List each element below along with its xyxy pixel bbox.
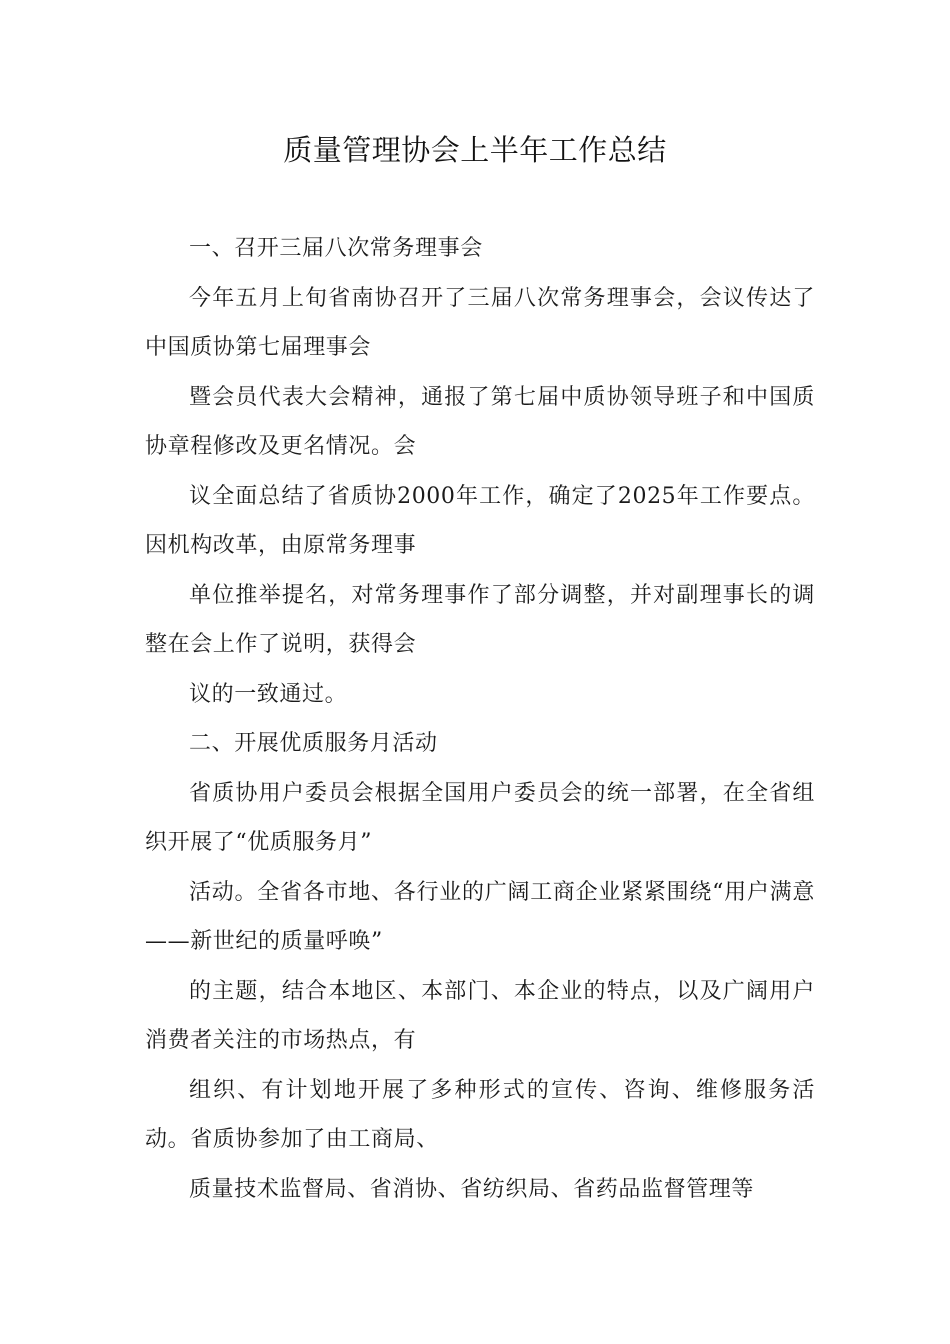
- paragraph: 的主题，结合本地区、本部门、本企业的特点，以及广阔用户消费者关注的市场热点，有: [145, 978, 815, 1053]
- paragraph: 省质协用户委员会根据全国用户委员会的统一部署，在全省组织开展了“优质服务月”: [145, 780, 815, 855]
- paragraph: 暨会员代表大会精神，通报了第七届中质协领导班子和中国质协章程修改及更名情况。会: [145, 384, 815, 459]
- paragraph: 单位推举提名，对常务理事作了部分调整，并对副理事长的调整在会上作了说明，获得会: [145, 582, 815, 657]
- paragraph: 质量技术监督局、省消协、省纺织局、省药品监督管理等: [189, 1176, 755, 1202]
- paragraph-heading-2: 二、开展优质服务月活动: [189, 731, 438, 756]
- paragraph: 活动。全省各市地、各行业的广阔工商企业紧紧围绕“用户满意——新世纪的质量呼唤”: [145, 879, 815, 954]
- paragraph: 议全面总结了省质协2000年工作，确定了2025年工作要点。因机构改革，由原常务理事: [145, 483, 815, 558]
- paragraph: 组织、有计划地开展了多种形式的宣传、咨询、维修服务活动。省质协参加了由工商局、: [145, 1077, 815, 1152]
- paragraph-heading-1: 一、召开三届八次常务理事会: [189, 236, 483, 261]
- document-body: [145, 224, 815, 1214]
- document-title: 质量管理协会上半年工作总结: [283, 133, 667, 167]
- paragraph: 议的一致通过。: [189, 681, 348, 707]
- paragraph: 今年五月上旬省南协召开了三届八次常务理事会，会议传达了中国质协第七届理事会: [145, 285, 815, 360]
